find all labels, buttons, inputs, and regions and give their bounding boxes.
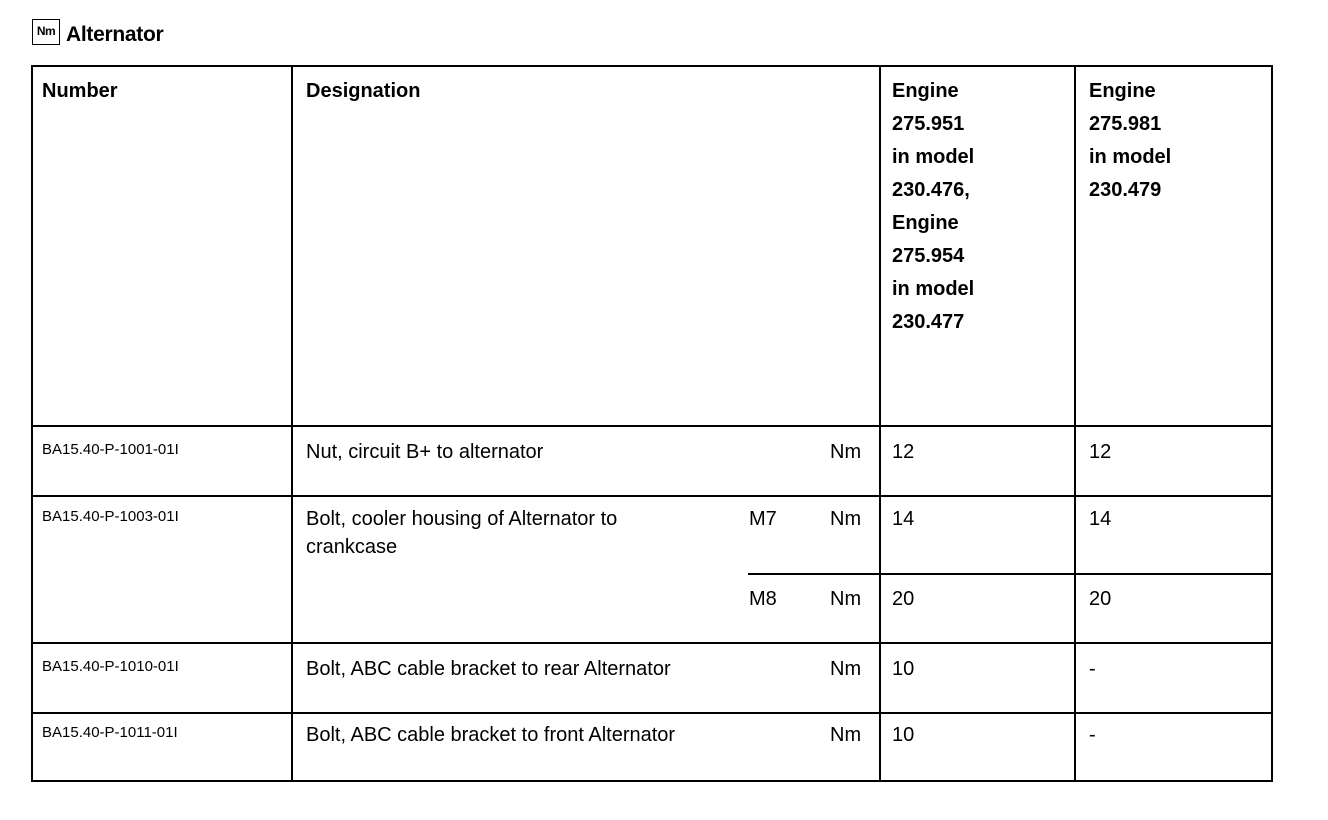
table-border-right (1271, 65, 1273, 782)
torque-table (31, 65, 1273, 782)
row-unit: Nm (830, 658, 862, 680)
row-engine-a-value: 10 (892, 724, 915, 746)
header-designation: Designation (306, 80, 421, 102)
row-number: BA15.40-P-1011-01I (42, 724, 178, 741)
row-engine-a-value: 20 (892, 588, 915, 610)
header-engine-a-line: 275.954 (892, 245, 965, 267)
row-engine-b-value: 20 (1089, 588, 1112, 610)
row-engine-b-value: 14 (1089, 508, 1112, 530)
header-engine-b (1089, 75, 1171, 207)
column-divider (1074, 65, 1076, 782)
row-divider (31, 495, 1273, 497)
row-divider (31, 425, 1273, 427)
row-divider (31, 642, 1273, 644)
header-number: Number (42, 80, 118, 102)
row-size: M7 (749, 508, 777, 530)
row-divider (31, 712, 1273, 714)
row-unit: Nm (830, 724, 862, 746)
row-designation: Bolt, ABC cable bracket to rear Alternator (306, 658, 671, 680)
row-designation: Nut, circuit B+ to alternator (306, 441, 544, 463)
header-engine-b-line: 230.479 (1089, 179, 1162, 201)
row-size: M8 (749, 588, 777, 610)
header-engine-b-line: 275.981 (1089, 113, 1162, 135)
table-border-top (31, 65, 1273, 67)
row-engine-a-value: 10 (892, 658, 915, 680)
document-title-row (32, 20, 163, 50)
table-border-left (31, 65, 33, 782)
header-engine-a-line: 230.476, (892, 179, 970, 201)
header-engine-a-line: Engine (892, 80, 959, 102)
row-engine-a-value: 12 (892, 441, 915, 463)
row-number: BA15.40-P-1001-01I (42, 441, 179, 458)
row-engine-b-value: - (1089, 724, 1096, 746)
row-unit: Nm (830, 508, 862, 530)
header-engine-a-line: Engine (892, 212, 959, 234)
header-engine-b-line: in model (1089, 146, 1172, 168)
header-engine-a-line: 230.477 (892, 311, 965, 333)
row-engine-b-value: - (1089, 658, 1096, 680)
torque-nm-icon: Nm (32, 19, 60, 45)
header-engine-b-line: Engine (1089, 80, 1156, 102)
column-divider (291, 65, 293, 782)
row-designation: Bolt, ABC cable bracket to front Alternator (306, 724, 676, 746)
row-designation: Bolt, cooler housing of Alternator to crankcase (306, 508, 618, 558)
document-title: Alternator (66, 23, 164, 46)
row-number: BA15.40-P-1003-01I (42, 508, 179, 525)
row-unit: Nm (830, 588, 862, 610)
header-engine-a-line: in model (892, 146, 975, 168)
header-engine-a-line: in model (892, 278, 975, 300)
table-border-bottom (31, 780, 1273, 782)
header-engine-a (892, 75, 974, 339)
row-number: BA15.40-P-1010-01I (42, 658, 179, 675)
row-engine-b-value: 12 (1089, 441, 1112, 463)
row-unit: Nm (830, 441, 862, 463)
sub-row-divider (748, 573, 1273, 575)
row-engine-a-value: 14 (892, 508, 915, 530)
header-engine-a-line: 275.951 (892, 113, 965, 135)
column-divider (879, 65, 881, 782)
